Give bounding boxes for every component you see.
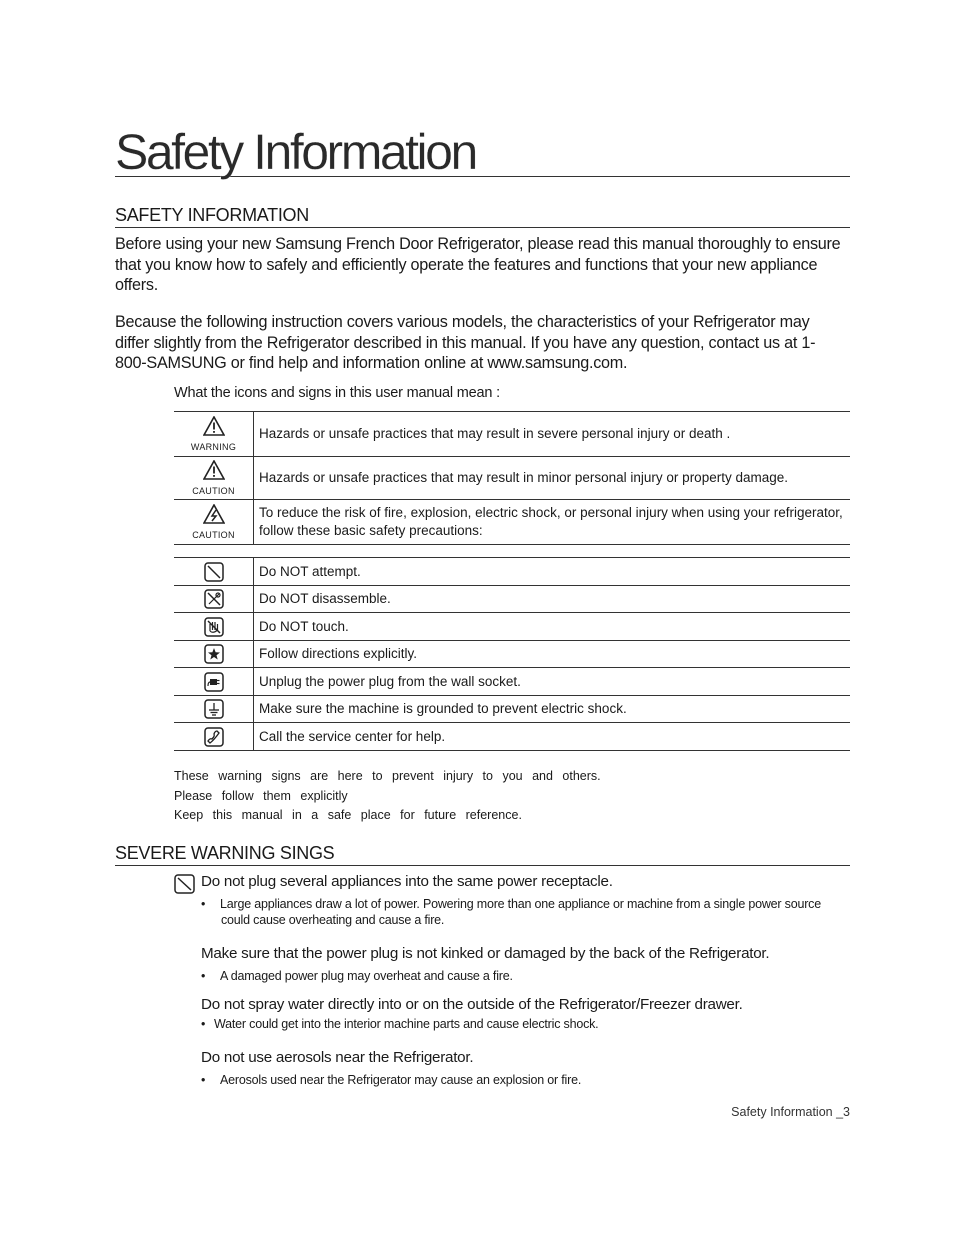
sign-icon-cell xyxy=(174,696,254,723)
warning-bullet xyxy=(201,968,513,984)
sign-icon-cell xyxy=(174,723,254,751)
sign-row xyxy=(174,558,850,586)
legend-intro: What the icons and signs in this user manual mean : xyxy=(174,385,500,401)
warning-bullet xyxy=(201,1016,598,1032)
bullet-dot: • xyxy=(201,897,206,911)
sign-row xyxy=(174,613,850,641)
note-line: These warning signs are here to prevent injury to you and others. xyxy=(174,769,601,783)
sign-icon-cell xyxy=(174,586,254,613)
section-heading-severe-warning: SEVERE WARNING SINGS xyxy=(115,843,850,866)
sign-icon-cell xyxy=(174,668,254,696)
hazard-table xyxy=(174,411,850,545)
page-title xyxy=(115,124,850,180)
sign-text: Follow directions explicitly. xyxy=(254,641,851,668)
hazard-label: CAUTION xyxy=(192,486,235,496)
hazard-text: To reduce the risk of fire, explosion, electric shock, or personal injury when using your refrigerator, follow these basic safety precautions: xyxy=(254,500,851,545)
warning-bullet-text: Large appliances draw a lot of power. Powering more than one appliance or machine from a single power source xyxy=(220,897,821,911)
warning-bullet-text: Water could get into the interior machine parts and cause electric shock. xyxy=(214,1017,599,1031)
bullet-dot: • xyxy=(201,1073,206,1087)
warning-bullet-text: Aerosols used near the Refrigerator may cause an explosion or fire. xyxy=(220,1073,582,1087)
caution-triangle-icon xyxy=(203,460,225,480)
sign-text: Make sure the machine is grounded to prevent electric shock. xyxy=(254,696,851,723)
warning-bullet-text-cont: could cause overheating and cause a fire. xyxy=(221,913,445,927)
sign-table xyxy=(174,557,850,751)
sign-row xyxy=(174,696,850,723)
ground-icon xyxy=(204,699,224,719)
no-touch-icon xyxy=(204,617,224,637)
sign-icon-cell xyxy=(174,558,254,586)
page-title-text: Safety Information xyxy=(115,124,476,180)
warning-triangle-icon xyxy=(203,416,225,436)
bullet-dot: • xyxy=(201,1017,206,1031)
note-line: Keep this manual in a safe place for future reference. xyxy=(174,808,522,822)
hazard-row-caution-shock xyxy=(174,500,850,545)
note-line: Please follow them explicitly xyxy=(174,788,348,803)
notes-block xyxy=(174,767,601,826)
warning-bullet xyxy=(201,896,821,928)
sign-row xyxy=(174,668,850,696)
warning-bullet-text: A damaged power plug may overheat and cause a fire. xyxy=(220,969,513,983)
models-paragraph: Because the following instruction covers various models, the characteristics of your Refrigerator may differ slightly from the Refrigerator described in this manual. If you have any question, contact us at 1-800-SAMSUNG or find help and information online at www.samsung.com. xyxy=(115,313,816,373)
hazard-icon-cell xyxy=(174,457,254,500)
bullet-dot: • xyxy=(201,969,206,983)
no-disassemble-icon xyxy=(204,589,224,609)
prohibited-icon xyxy=(204,562,224,582)
hazard-icon-cell xyxy=(174,500,254,545)
hazard-text: Hazards or unsafe practices that may result in severe personal injury or death . xyxy=(254,412,851,457)
page-footer: Safety Information _3 xyxy=(731,1105,850,1119)
warning-heading: Do not use aerosols near the Refrigerator. xyxy=(201,1049,474,1066)
hazard-row-warning xyxy=(174,412,850,457)
hazard-label: CAUTION xyxy=(192,530,235,540)
warning-heading: Do not plug several appliances into the same power receptacle. xyxy=(201,873,613,890)
sign-row xyxy=(174,641,850,668)
call-service-icon xyxy=(204,727,224,747)
section-heading-safety-information: SAFETY INFORMATION xyxy=(115,205,850,228)
intro-paragraph: Before using your new Samsung French Door Refrigerator, please read this manual thoroughly to ensure that you know how to safely and efficiently operate the features and functions that your new appliance offers. xyxy=(115,235,841,295)
sign-text: Do NOT disassemble. xyxy=(254,586,851,613)
unplug-icon xyxy=(204,672,224,692)
hazard-row-caution xyxy=(174,457,850,500)
caution-shock-icon xyxy=(203,504,225,524)
sign-text: Do NOT touch. xyxy=(254,613,851,641)
follow-directions-icon xyxy=(204,644,224,664)
sign-text: Do NOT attempt. xyxy=(254,558,851,586)
sign-icon-cell xyxy=(174,613,254,641)
sign-row xyxy=(174,586,850,613)
sign-text: Call the service center for help. xyxy=(254,723,851,751)
hazard-text: Hazards or unsafe practices that may result in minor personal injury or property damage. xyxy=(254,457,851,500)
hazard-icon-cell xyxy=(174,412,254,457)
warning-heading: Make sure that the power plug is not kinked or damaged by the back of the Refrigerator. xyxy=(201,945,770,962)
prohibited-icon xyxy=(174,874,195,894)
warning-heading: Do not spray water directly into or on the outside of the Refrigerator/Freezer drawer. xyxy=(201,996,743,1013)
hazard-label: WARNING xyxy=(190,442,237,452)
sign-icon-cell xyxy=(174,641,254,668)
sign-row xyxy=(174,723,850,751)
warning-bullet xyxy=(201,1072,581,1088)
sign-text: Unplug the power plug from the wall socket. xyxy=(254,668,851,696)
